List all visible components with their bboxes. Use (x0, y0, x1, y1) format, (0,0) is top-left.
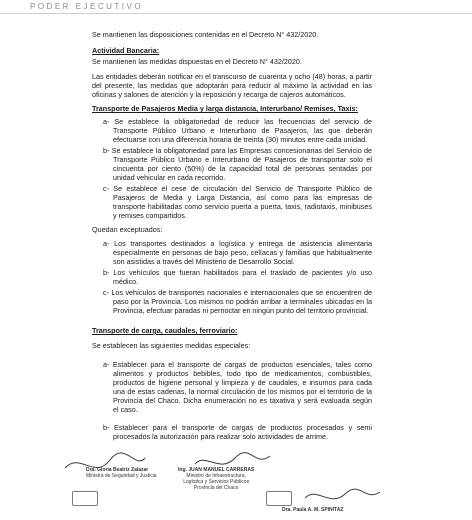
exception-b-line: b- Los vehículos que fueran habilitados para el traslado de pacientes y/o uso (103, 268, 372, 277)
pasajeros-item-b-line: cincuenta por ciento (50%) de la capacidad total de personas sentadas por (113, 164, 372, 173)
exception-c-line: c- Los vehículos de transportes nacionales e internacionales que se encuentren de (103, 288, 372, 297)
exception-c-line: paso por la Provincia. Los mismos no podrán arribar a terminales ubicadas en la (113, 297, 372, 306)
signature-2-title: Provincia del Chaco (193, 485, 239, 491)
pasajeros-item-a-line: Transporte Público Urbano e Interurbano de Pasajeros, las que deberán (113, 126, 372, 135)
signature-2 (178, 467, 254, 491)
signature-1 (86, 467, 157, 479)
header-title: PODER EJECUTIVO (30, 2, 144, 11)
exception-a-line: a- Los transportes destinados a logística y entrega de asistencia alimentaria (103, 239, 372, 248)
carga-item-a-line: una de estas cadenas, la normal circulación de los mismos por el territorio de la (113, 387, 372, 396)
bancaria-paragraph-line: oficinas y salones de atención y la reposición y recarga de cajeros automáticos. (92, 90, 346, 99)
exceptuados-label: Quedan exceptuados: (92, 225, 163, 234)
carga-item-b-line: procesados la autorización para realizar solo actividades de arrime. (113, 432, 328, 441)
pasajeros-heading: Transporte de Pasajeros Media y larga distancia, Interurbano/ Remises, Taxis: (92, 104, 358, 113)
signature-2-scribble (195, 453, 270, 464)
signature-3-scribble (305, 489, 380, 499)
signature-1-title: Ministra de Seguridad y Justicia (86, 473, 157, 479)
header-divider (0, 13, 472, 14)
exception-c-line: Provincia, efectuar paradas ni pernoctar en ningún punto del territorio provincial. (113, 306, 369, 315)
bancaria-paragraph-line: Las entidades deberán notificar en el transcurso de cuarenta y ocho (48) horas, a partir (92, 72, 372, 81)
pasajeros-item-c-line: transporte habilitadas como servicio puerta a puerta, taxis, radiotaxis, minibuses (113, 202, 372, 211)
pasajeros-item-a-line: efectuarse con una diferencia horaria de treinta (30) minutos entre cada unidad. (113, 135, 368, 144)
signature-3-name: Dra. Paula A. M. SPINITAZ (282, 507, 344, 513)
carga-item-a-line: alimentos y productos bebibles, todo tipo de medicamentos, combustibles, (113, 369, 372, 378)
carga-item-a-line: Provincia del Chaco. Dicha enumeración no es taxativa y será evaluada según (113, 396, 372, 405)
intro-line: Se mantienen las disposiciones contenidas en el Decreto N° 432/2020. (92, 30, 319, 39)
exception-b-line: médico. (113, 277, 139, 286)
signature-1-name: Dra. Gloria Beatriz Zalazar (86, 467, 149, 473)
pasajeros-item-a-line: a- Se establece la obligatoriedad de reducir las frecuencias del servicio de (103, 117, 372, 126)
official-stamp (72, 491, 98, 506)
exception-a-line: especialmente en personas de bajo peso, celíacas y familias que habitualmente (113, 248, 372, 257)
signature-2-title: Ministro de Infraestructura, (186, 473, 246, 479)
bancaria-heading: Actividad Bancaria: (92, 46, 160, 55)
carga-heading: Transporte de carga, caudales, ferroviario: (92, 326, 238, 335)
exception-a-line: son asistidas a través del Ministerio de Desarrollo Social. (113, 257, 295, 266)
signature-1-scribble (65, 453, 145, 468)
bancaria-paragraph-line: del presente, las medidas que adoptarán para reducir al máximo la actividad en las (92, 81, 372, 90)
carga-item-a-line: el caso. (113, 405, 138, 414)
signature-2-name: Ing. JUAN MANUEL CARRERAS (178, 467, 255, 473)
pasajeros-item-b-line: b- Se establece la obligatoriedad para las Empresas concesionarias del Servicio de (103, 146, 372, 155)
carga-intro: Se establecen las siguientes medidas especiales: (92, 341, 251, 350)
official-stamp (266, 491, 292, 506)
bancaria-line: Se mantienen las medidas dispuestas en el Decreto N° 432/2020. (92, 57, 302, 66)
pasajeros-item-c-line: Pasajeros de Media y Larga Distancia, así como para las empresas de (113, 193, 372, 202)
pasajeros-item-b-line: Transporte Público Urbano e Interurbano de Pasajeros de transportar solo el (113, 155, 372, 164)
signature-2-title: Logística y Servicios Públicos (183, 479, 250, 485)
carga-item-b-line: b- Establecer para el transporte de cargas de productos procesados y semi (103, 423, 372, 432)
pasajeros-item-c-line: c- Se establece el cese de circulación del Servicio de Transporte Público de (103, 184, 372, 193)
carga-item-a-line: productos de higiene personal y limpieza y de caudales, e insumos para cada (113, 378, 372, 387)
pasajeros-item-b-line: unidad vehicular en cada recorrido. (113, 173, 226, 182)
pasajeros-item-c-line: y remises compartidos. (113, 211, 187, 220)
carga-item-a-line: a- Establecer para el transporte de cargas de productos esenciales, tales como (103, 360, 372, 369)
